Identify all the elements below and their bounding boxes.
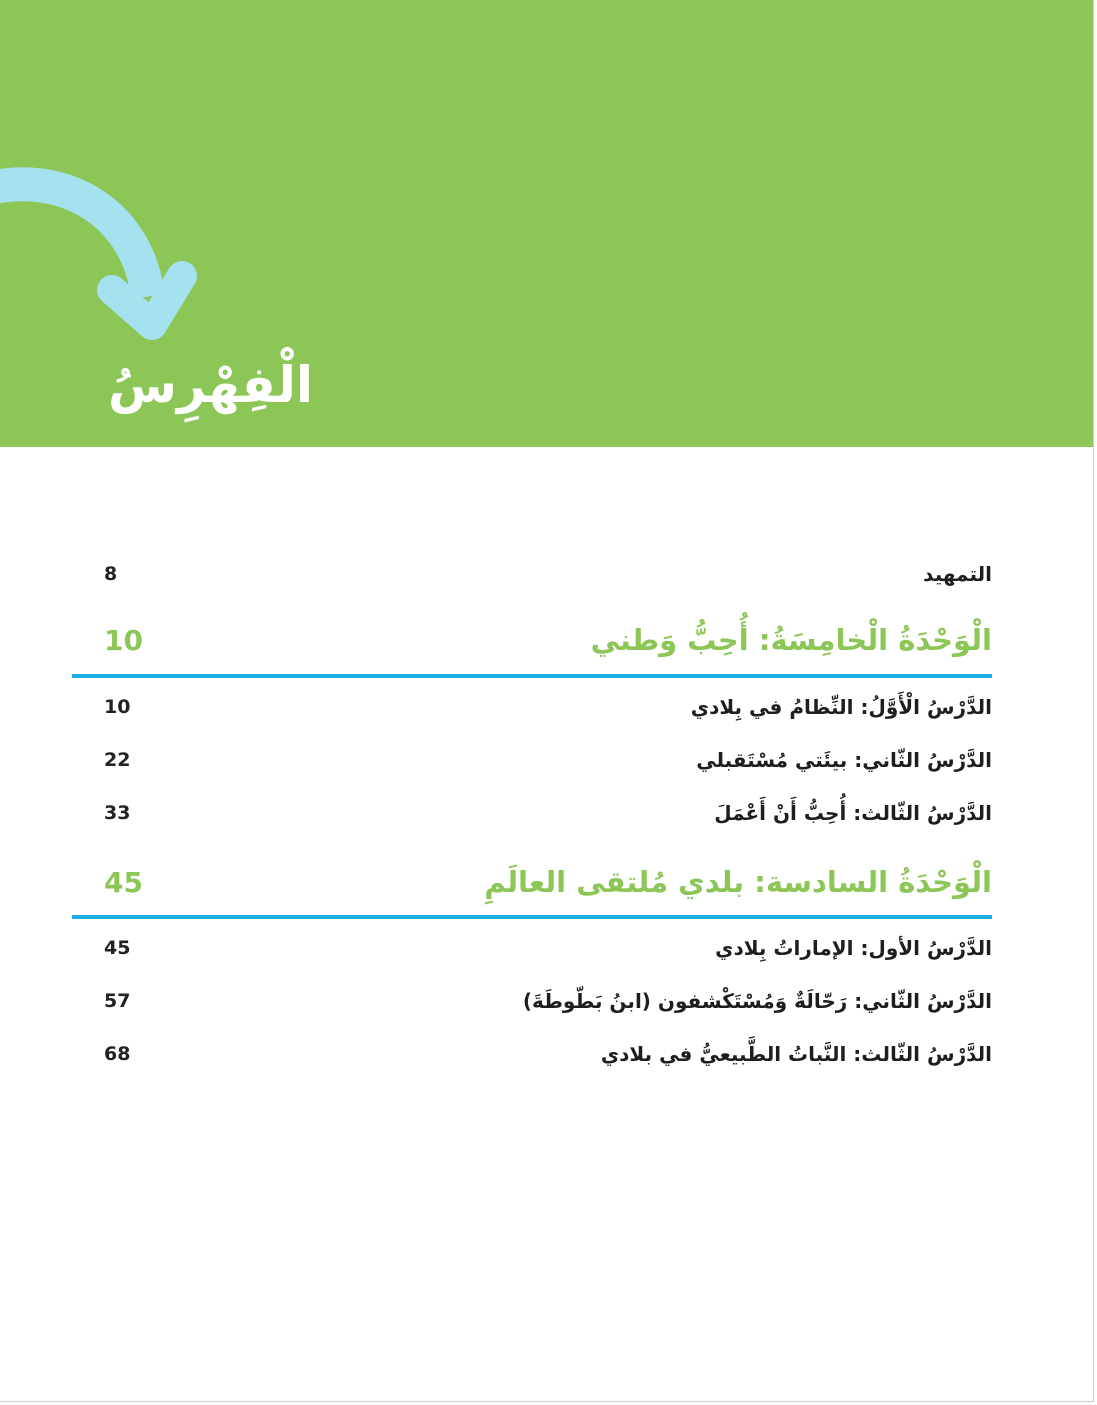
entry-label: الدَّرْسُ الثّالث: النَّباتُ الطَّبيعيُّ في بلادي (600, 1042, 992, 1066)
curved-arrow-icon (0, 160, 200, 340)
page-number: 22 (104, 749, 131, 771)
page-number: 68 (104, 1043, 131, 1065)
page-title: الْفِهْرِسُ (108, 356, 314, 414)
entry-label: الدَّرْسُ الأول: الإماراتُ بِلادي (715, 936, 992, 960)
toc-entry-unit6-lesson2[interactable] (104, 981, 992, 1021)
toc-entry-unit5-lesson2[interactable] (104, 740, 992, 780)
entry-label: الدَّرْسُ الثّالث: أُحِبُّ أَنْ أَعْمَلَ (714, 801, 992, 825)
page-number: 8 (104, 563, 118, 585)
entry-label: الدَّرْسُ الثّاني: بيئَتي مُسْتَقبلي (696, 748, 992, 772)
unit-title: الْوَحْدَةُ السادسة: بلدي مُلتقى العالَمِ (484, 865, 992, 899)
unit-page-number: 45 (104, 865, 143, 899)
entry-label: الدَّرْسُ الثّاني: رَحّالَةٌ وَمُسْتَكْشفون (ابنُ بَطّوطَةَ) (522, 989, 992, 1013)
toc-entry-unit5-lesson3[interactable] (104, 793, 992, 833)
toc-unit-6[interactable] (104, 854, 992, 910)
unit-title: الْوَحْدَةُ الْخامِسَةُ: أُحِبُّ وَطني (590, 623, 992, 657)
toc-entry-unit6-lesson3[interactable] (104, 1034, 992, 1074)
page-number: 45 (104, 937, 131, 959)
toc-entry-intro[interactable] (104, 554, 992, 594)
toc-entry-unit6-lesson1[interactable] (104, 928, 992, 968)
unit-divider (72, 915, 992, 919)
toc-unit-5[interactable] (104, 612, 992, 668)
entry-label: التمهيد (923, 562, 992, 586)
page-number: 57 (104, 990, 131, 1012)
page-number: 10 (104, 696, 131, 718)
entry-label: الدَّرْسُ الْأَوَّلُ: النِّظامُ في بِلادي (690, 695, 992, 719)
toc-entry-unit5-lesson1[interactable] (104, 687, 992, 727)
unit-page-number: 10 (104, 623, 143, 657)
unit-divider (72, 674, 992, 678)
page-number: 33 (104, 802, 131, 824)
